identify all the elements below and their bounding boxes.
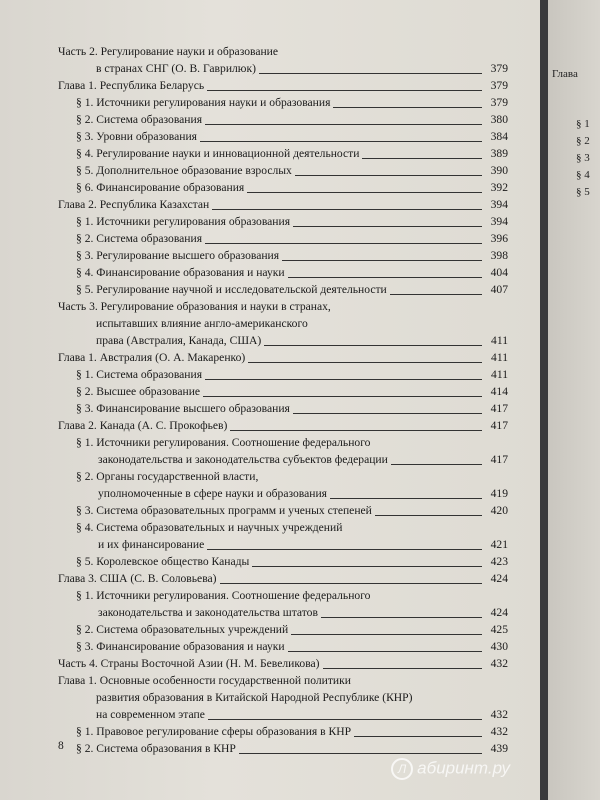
toc-leader-line: [391, 464, 482, 465]
toc-entry-text: § 1. Источники регулирования науки и образования: [76, 96, 331, 109]
toc-page-number: 411: [491, 351, 508, 364]
toc-leader-line: [247, 192, 482, 193]
toc-entry-text: и их финансирование: [98, 538, 205, 551]
toc-entry-text: в странах СНГ (О. В. Гаврилюк): [96, 62, 256, 75]
toc-page-number: 417: [490, 419, 508, 432]
right-page-item: § 4: [576, 169, 590, 181]
toc-page-number: 430: [490, 640, 508, 653]
toc-leader-line: [295, 175, 482, 176]
toc-page-number: 417: [490, 402, 508, 415]
toc-leader-line: [212, 209, 482, 210]
toc-leader-line: [282, 260, 482, 261]
toc-leader-line: [205, 243, 482, 244]
toc-page-number: 419: [490, 487, 508, 500]
toc-entry-text: § 5. Регулирование научной и исследовательской деятельности: [76, 283, 387, 296]
toc-section-entry: [58, 111, 508, 128]
toc-page-number: 432: [490, 657, 508, 670]
toc-leader-line: [203, 396, 482, 397]
toc-entry-text: Часть 2. Регулирование науки и образование: [58, 45, 279, 58]
toc-page-number: 379: [490, 96, 508, 109]
toc-page-number: 424: [490, 572, 508, 585]
toc-leader-line: [293, 226, 482, 227]
toc-page-number: 379: [490, 79, 508, 92]
toc-leader-line: [239, 753, 482, 754]
right-page-item: § 2: [576, 135, 590, 147]
watermark-text: абиринт.ру: [417, 758, 510, 778]
toc-leader-line: [200, 141, 482, 142]
toc-page-number: 380: [490, 113, 508, 126]
toc-entry-text: Глава 1. Основные особенности государственной политики: [58, 674, 351, 687]
toc-leader-line: [288, 651, 482, 652]
toc-page-number: 424: [490, 606, 508, 619]
toc-entry-text: § 3. Уровни образования: [76, 130, 198, 143]
toc-entry-text: уполномоченные в сфере науки и образования: [98, 487, 327, 500]
toc-entry-text: § 4. Регулирование науки и инновационной деятельности: [76, 147, 360, 160]
toc-leader-line: [259, 73, 482, 74]
toc-heading-entry: [58, 655, 508, 672]
toc-section-entry: [58, 230, 508, 247]
toc-section-entry: [58, 553, 508, 570]
toc-section-entry: [58, 468, 508, 502]
toc-section-entry: [58, 162, 508, 179]
toc-entry-text: Глава 1. Австралия (О. А. Макаренко): [58, 351, 246, 364]
toc-entry-text: развития образования в Китайской Народной Республике (КНР): [96, 691, 413, 704]
toc-section-entry: [58, 264, 508, 281]
toc-leader-line: [354, 736, 482, 737]
toc-page-number: 404: [490, 266, 508, 279]
toc-section-entry: [58, 366, 508, 383]
toc-leader-line: [291, 634, 482, 635]
right-page-heading: Глава: [552, 68, 578, 80]
toc-entry-text: § 4. Система образовательных и научных учреждений: [76, 521, 343, 534]
toc-entry-text: законодательства и законодательства штатов: [98, 606, 318, 619]
toc-section-entry: [58, 213, 508, 230]
toc-entry-text: § 5. Королевское общество Канады: [76, 555, 250, 568]
toc-section-entry: [58, 179, 508, 196]
toc-page-number: 423: [490, 555, 508, 568]
toc-page-number: 384: [490, 130, 508, 143]
toc-heading-entry: [58, 298, 508, 349]
toc-page-number: 439: [490, 742, 508, 755]
toc-entry-text: § 2. Система образования: [76, 113, 203, 126]
toc-entry-text: § 1. Источники регулирования образования: [76, 215, 291, 228]
toc-page-number: 390: [490, 164, 508, 177]
toc-page-number: 389: [490, 147, 508, 160]
toc-entry-text: § 1. Источники регулирования. Соотношение федерального: [76, 436, 371, 449]
toc-leader-line: [205, 379, 482, 380]
toc-entry-text: Глава 2. Канада (А. С. Прокофьев): [58, 419, 228, 432]
toc-leader-line: [293, 413, 482, 414]
toc-entry-text: § 6. Финансирование образования: [76, 181, 245, 194]
toc-section-entry: [58, 502, 508, 519]
toc-page-number: 432: [490, 725, 508, 738]
toc-leader-line: [390, 294, 482, 295]
right-page: [548, 0, 600, 800]
toc-entry-text: § 2. Система образования в КНР: [76, 742, 236, 755]
toc-leader-line: [321, 617, 482, 618]
toc-entry-text: § 1. Система образования: [76, 368, 203, 381]
toc-entry-text: на современном этапе: [96, 708, 205, 721]
toc-entry-text: § 3. Система образовательных программ и ученых степеней: [76, 504, 372, 517]
toc-entry-text: § 3. Финансирование образования и науки: [76, 640, 285, 653]
toc-page-number: 392: [490, 181, 508, 194]
toc-page-number: 396: [490, 232, 508, 245]
page-number: 8: [58, 740, 64, 752]
toc-heading-entry: [58, 349, 508, 366]
toc-leader-line: [330, 498, 482, 499]
toc-section-entry: [58, 383, 508, 400]
toc-entry-text: § 1. Правовое регулирование сферы образования в КНР: [76, 725, 352, 738]
toc-entry-text: § 2. Система образовательных учреждений: [76, 623, 289, 636]
toc-page-number: 414: [490, 385, 508, 398]
toc-heading-entry: [58, 417, 508, 434]
watermark: [391, 758, 510, 780]
toc-entry-text: испытавших влияние англо-американского: [96, 317, 308, 330]
toc-section-entry: [58, 247, 508, 264]
toc-entry-text: Часть 4. Страны Восточной Азии (Н. М. Бевеликова): [58, 657, 320, 670]
toc-entry-text: § 2. Система образования: [76, 232, 203, 245]
toc-page-number: 425: [490, 623, 508, 636]
toc-heading-entry: [58, 196, 508, 213]
toc-heading-entry: [58, 77, 508, 94]
toc-leader-line: [333, 107, 482, 108]
toc-page-number: 420: [490, 504, 508, 517]
toc-section-entry: [58, 128, 508, 145]
right-page-item: § 3: [576, 152, 590, 164]
toc-section-entry: [58, 434, 508, 468]
toc-entry-text: § 5. Дополнительное образование взрослых: [76, 164, 292, 177]
toc-leader-line: [252, 566, 482, 567]
toc-page-number: 398: [490, 249, 508, 262]
toc-page-number: 417: [490, 453, 508, 466]
toc-heading-entry: [58, 570, 508, 587]
right-page-item: § 5: [576, 186, 590, 198]
toc-entry-text: § 3. Регулирование высшего образования: [76, 249, 280, 262]
toc-section-entry: [58, 638, 508, 655]
toc-leader-line: [248, 362, 482, 363]
toc-section-entry: [58, 519, 508, 553]
toc-leader-line: [220, 583, 482, 584]
toc-page-number: 411: [491, 334, 508, 347]
toc-section-entry: [58, 621, 508, 638]
toc-section-entry: [58, 400, 508, 417]
toc-entry-text: § 2. Высшее образование: [76, 385, 201, 398]
toc-leader-line: [375, 515, 482, 516]
toc-entry-text: Глава 1. Республика Беларусь: [58, 79, 205, 92]
toc-leader-line: [323, 668, 482, 669]
toc-leader-line: [205, 124, 482, 125]
toc-entry-text: § 2. Органы государственной власти,: [76, 470, 259, 483]
toc-section-entry: [58, 740, 508, 757]
toc-section-entry: [58, 94, 508, 111]
toc-leader-line: [230, 430, 482, 431]
toc-section-entry: [58, 587, 508, 621]
toc-leader-line: [362, 158, 482, 159]
toc-page-number: 421: [490, 538, 508, 551]
labirint-logo-icon: Л: [391, 758, 413, 780]
toc-leader-line: [208, 719, 482, 720]
right-page-item: § 1: [576, 118, 590, 130]
toc-entry-text: Глава 2. Республика Казахстан: [58, 198, 210, 211]
toc-entry-text: § 4. Финансирование образования и науки: [76, 266, 285, 279]
toc-entry-text: § 3. Финансирование высшего образования: [76, 402, 290, 415]
toc-section-entry: [58, 145, 508, 162]
toc-entry-text: законодательства и законодательства субъектов федерации: [98, 453, 388, 466]
toc-entry-text: права (Австралия, Канада, США): [96, 334, 262, 347]
toc-page-number: 394: [490, 198, 508, 211]
toc-heading-entry: [58, 672, 508, 723]
table-of-contents: [58, 43, 508, 757]
toc-leader-line: [288, 277, 482, 278]
toc-section-entry: [58, 281, 508, 298]
toc-section-entry: [58, 723, 508, 740]
toc-entry-text: Часть 3. Регулирование образования и науки в странах,: [58, 300, 331, 313]
toc-page-number: 394: [490, 215, 508, 228]
toc-heading-entry: [58, 43, 508, 77]
toc-page-number: 411: [491, 368, 508, 381]
toc-leader-line: [207, 549, 482, 550]
toc-page-number: 407: [490, 283, 508, 296]
toc-entry-text: § 1. Источники регулирования. Соотношение федерального: [76, 589, 371, 602]
toc-entry-text: Глава 3. США (С. В. Соловьева): [58, 572, 217, 585]
toc-leader-line: [264, 345, 482, 346]
toc-page-number: 379: [490, 62, 508, 75]
toc-leader-line: [207, 90, 482, 91]
toc-page-number: 432: [490, 708, 508, 721]
